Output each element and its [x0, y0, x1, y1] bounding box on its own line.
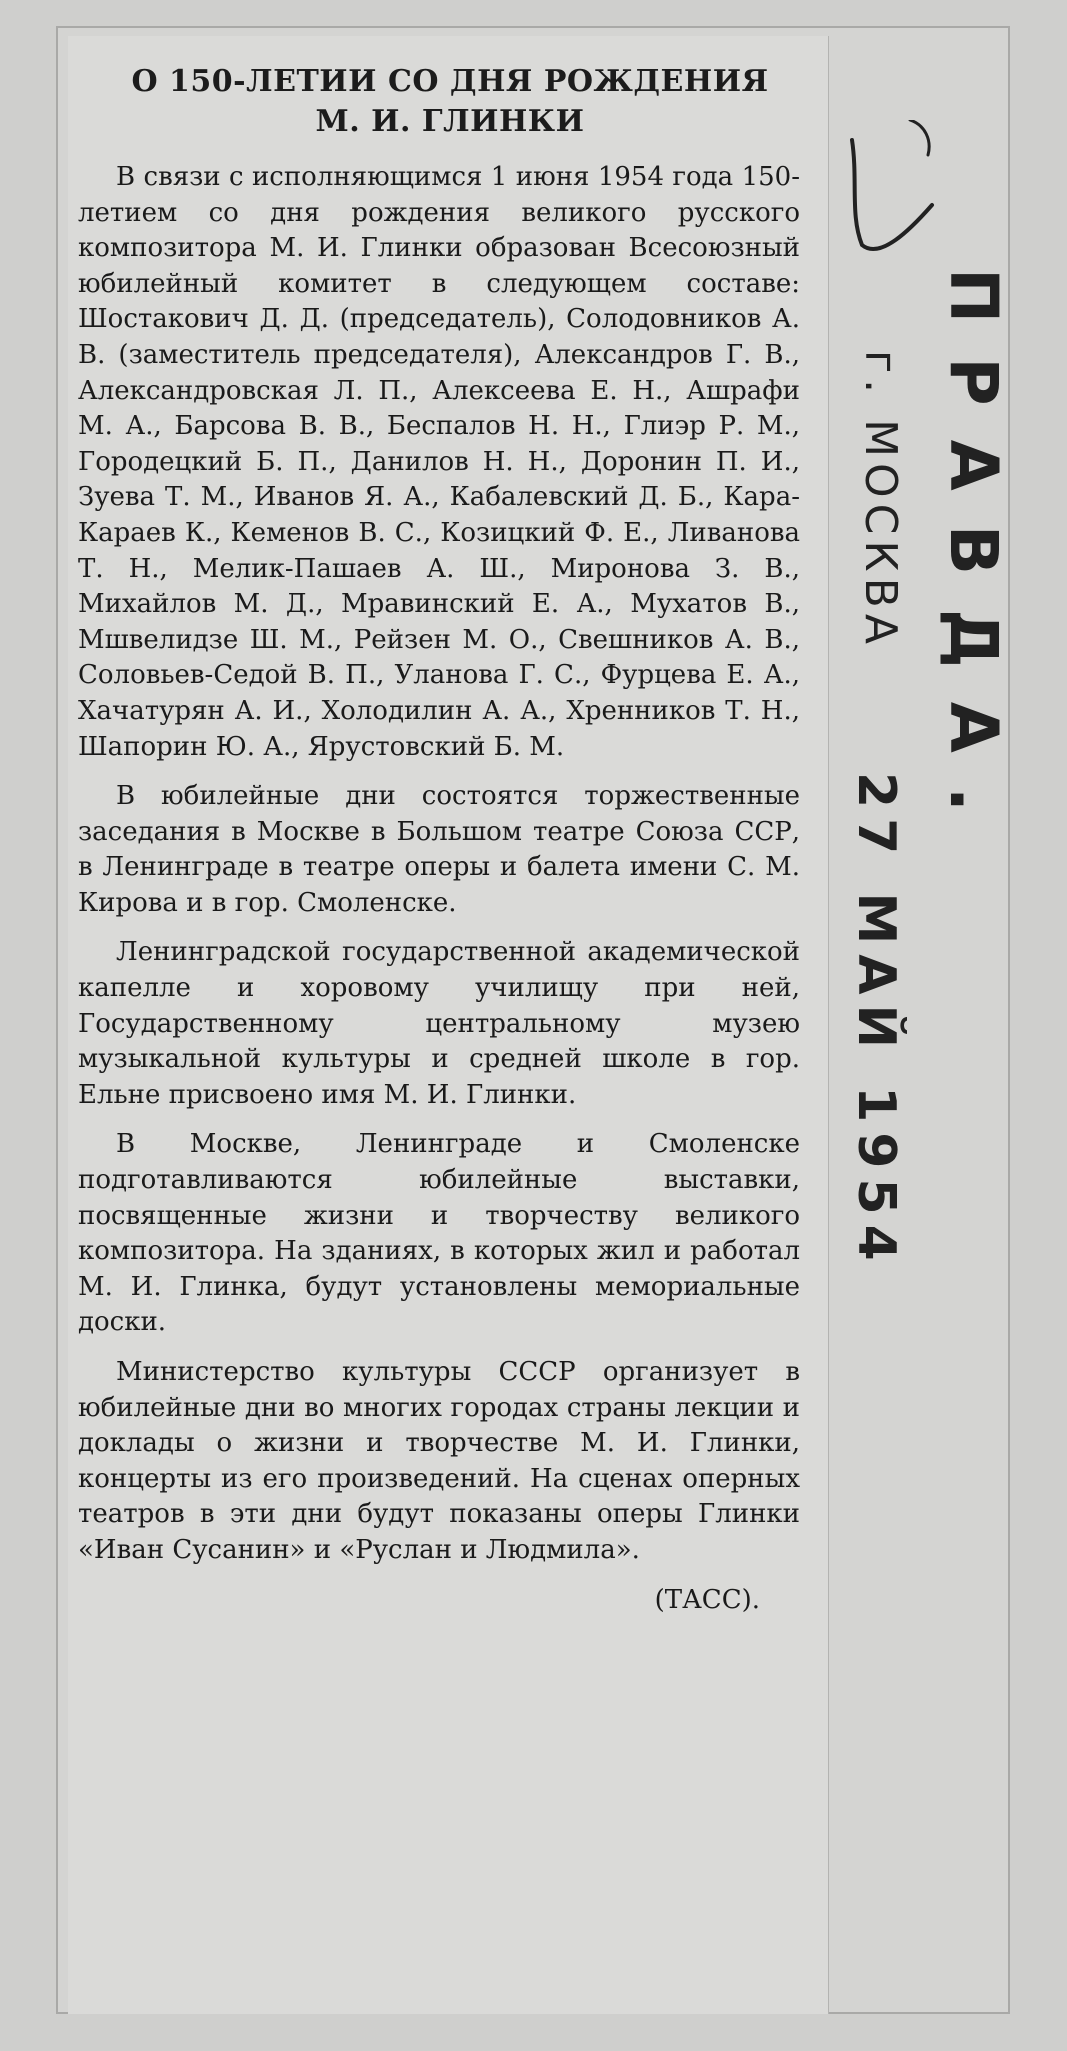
paragraph-names: Ленинградской государственной академической капелле и хоровому училищу при ней, Государственному центральному музею музыкальной культуры и средней школе в гор. Ельне присвоено имя М. И. Глинки. — [78, 937, 800, 1110]
stamp-city: г. МОСКВА — [855, 350, 906, 650]
headline-line-1: О 150-ЛЕТИИ СО ДНЯ РОЖДЕНИЯ — [131, 64, 769, 99]
source-credit: (ТАСС). — [654, 1584, 760, 1615]
paragraph-committee: В связи с исполняющимся 1 июня 1954 года 150-летием со дня рождения великого русского композитора М. И. Глинки образован Всесоюзный юбилейный комитет в следующем составе: Шостакович Д. Д. (председатель), Солодовников А. В. (заместитель председателя), Александров Г. В., Александровская Л. П., Алексеева Е. Н., Ашрафи М. А., Барсова В. В., Беспалов Н. Н., Глиэр Р. М., Городецкий Б. П., Данилов Н. Н., Доронин П. И., Зуева Т. М., Иванов Я. А., Кабалевский Д. Б., Кара-Караев К., Кеменов В. С., Козицкий Ф. Е., Ливанова Т. Н., Мелик-Пашаев А. Ш., Миронова З. В., Михайлов М. Д., Мравинский Е. А., Мухатов В., Мшвелидзе Ш. М., Рейзен М. О., Свешников А. В., Соловьев-Седой В. П., Уланова Г. С., Фурцева Е. А., Хачатурян А. И., Холодилин А. А., Хренников Т. Н., Шапорин Ю. А., Ярустовский Б. М. — [78, 162, 800, 762]
paragraph-exhibitions: В Москве, Ленинграде и Смоленске подготавливаются юбилейные выставки, посвященные жизни и творчеству великого композитора. На зданиях, в которых жил и работал М. И. Глинка, будут установлены мемориальные доски. — [78, 1129, 800, 1338]
paragraph-meetings: В юбилейные дни состоятся торжественные заседания в Москве в Большом театре Союза ССР, в Ленинграде в театре оперы и балета имени С. М. Кирова и в гор. Смоленске. — [78, 781, 800, 918]
paragraph-ministry: Министерство культуры СССР организует в юбилейные дни во многих городах страны лекции и доклады о жизни и творчестве М. И. Глинки, концерты из его произведений. На сценах оперных театров в эти дни будут показаны оперы Глинки «Иван Сусанин» и «Руслан и Людмила». — [78, 1357, 800, 1565]
stamp-newspaper-name: ПРАВДА. — [935, 268, 1012, 846]
handwritten-mark — [840, 120, 940, 270]
stamp-date: 27 МАЙ 1954 — [846, 772, 906, 1271]
article-body — [78, 160, 800, 1618]
article-headline — [70, 62, 830, 142]
headline-line-2: М. И. ГЛИНКИ — [315, 104, 585, 139]
